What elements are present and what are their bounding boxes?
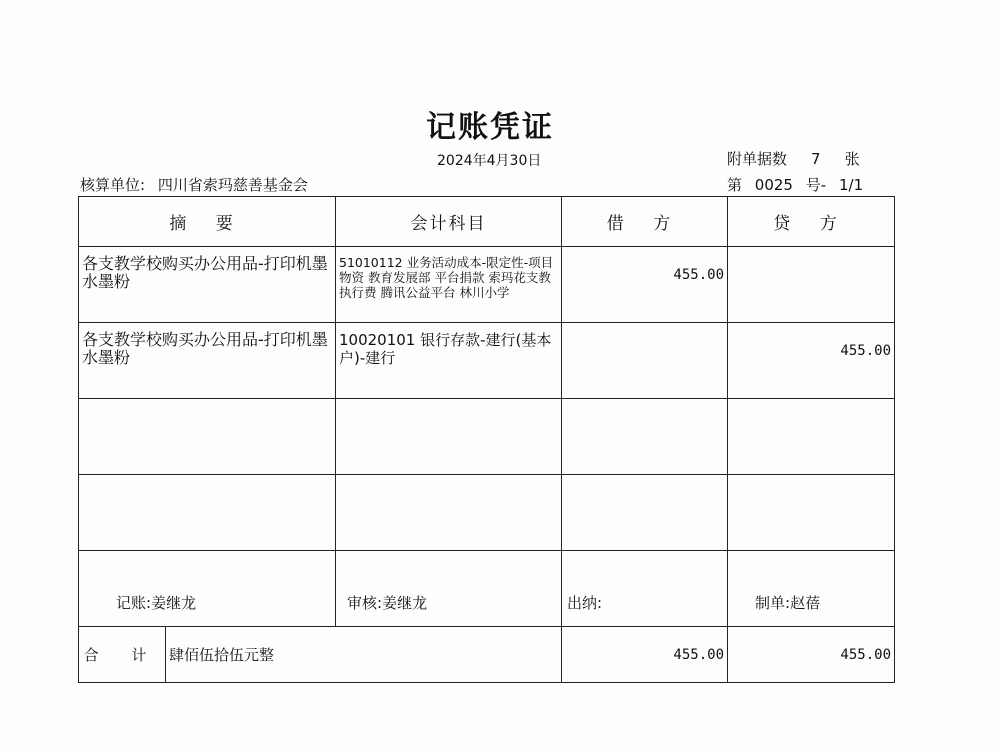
header-account: 会计科目 [336,197,562,247]
cashier-label: 出纳: [567,594,603,612]
voucher-number: 0025 [754,176,793,194]
row-summary: 各支教学校购买办公用品-打印机墨水墨粉 [79,247,336,323]
bookkeeper-name: 姜继龙 [151,594,197,612]
voucher-suffix: 号- [805,176,827,194]
row-debit [562,323,728,399]
cashier-signature [567,592,602,613]
row-debit [562,475,728,551]
bookkeeper-signature [116,592,196,613]
row-account: 10020101 银行存款-建行(基本户)-建行 [336,323,562,399]
row-account: 51010112 业务活动成本-限定性-项目物资 教育发展部 平台捐款 索玛花支教 执行费 腾讯公益平台 林川小学 [336,247,562,323]
row-account [336,399,562,475]
table-row [79,247,895,323]
voucher-title: 记账凭证 [426,110,554,145]
total-credit: 455.00 [728,627,895,683]
attachment-info [727,148,860,169]
row-summary [79,475,336,551]
table-header-row [79,197,895,247]
voucher-number-info [727,174,871,195]
row-credit [728,399,895,475]
header-credit: 贷 方 [728,197,895,247]
total-row [79,627,895,683]
total-debit: 455.00 [562,627,728,683]
voucher-page: 1/1 [838,176,864,194]
row-credit [728,475,895,551]
attachment-unit: 张 [844,150,860,168]
row-debit [562,551,728,627]
total-label: 合 计 [79,627,166,683]
preparer-signature [755,592,820,613]
table-row [79,323,895,399]
header-debit: 借 方 [562,197,728,247]
voucher-date: 2024年4月30日 [437,153,542,169]
preparer-name: 赵蓓 [790,594,821,612]
row-debit [562,399,728,475]
table-row [79,551,895,627]
unit-name: 四川省索玛慈善基金会 [157,176,308,194]
table-row [79,399,895,475]
row-debit: 455.00 [562,247,728,323]
reviewer-label: 审核: [347,594,383,612]
bookkeeper-label: 记账: [116,594,152,612]
row-credit [728,551,895,627]
reviewer-signature [347,592,427,613]
voucher-prefix: 第 [727,176,743,194]
row-credit: 455.00 [728,323,895,399]
reviewer-name: 姜继龙 [382,594,428,612]
attachment-count: 7 [811,150,821,168]
row-summary: 各支教学校购买办公用品-打印机墨水墨粉 [79,323,336,399]
row-account [336,551,562,627]
row-account [336,475,562,551]
accounting-unit [80,174,308,195]
row-summary [79,399,336,475]
preparer-label: 制单: [755,594,791,612]
header-summary: 摘 要 [79,197,336,247]
attachment-label: 附单据数 [727,150,788,168]
total-amount-in-words: 肆佰伍拾伍元整 [166,627,562,683]
table-row [79,475,895,551]
row-summary [79,551,336,627]
unit-label: 核算单位: [80,176,146,194]
row-credit [728,247,895,323]
